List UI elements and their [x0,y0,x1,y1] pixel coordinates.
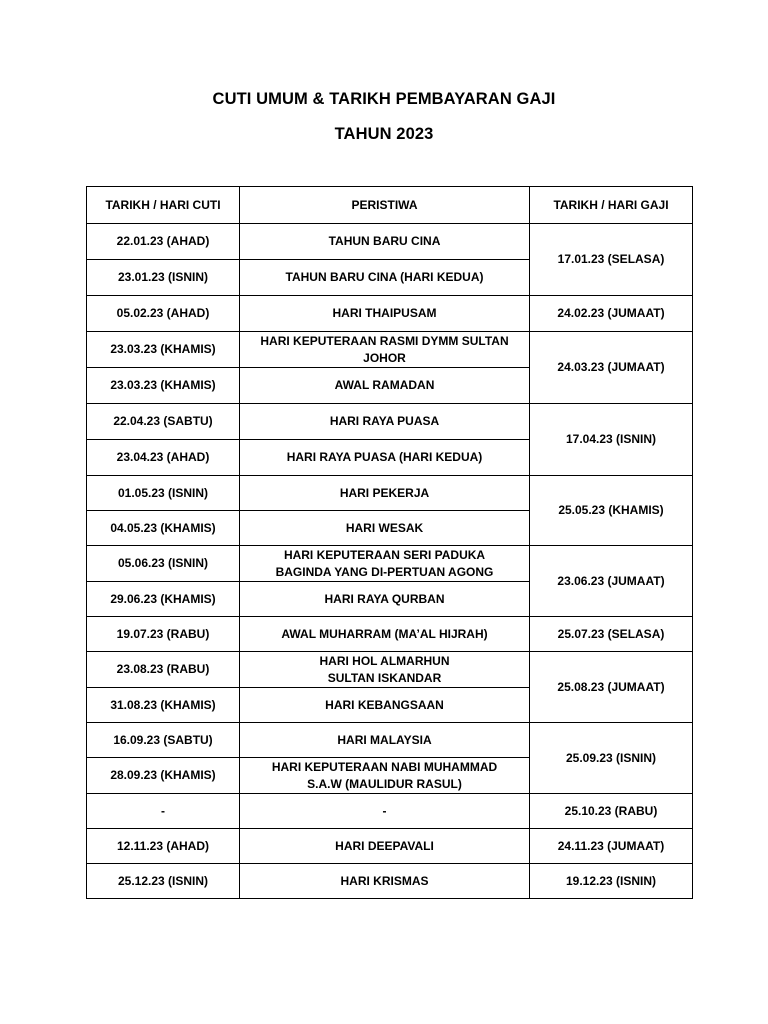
pay-date-cell: 25.07.23 (SELASA) [530,617,693,652]
holiday-date-cell: 04.05.23 (KHAMIS) [87,511,240,546]
event-cell: HARI DEEPAVALI [240,829,530,864]
event-cell [240,332,530,368]
pay-date-cell: 17.01.23 (SELASA) [530,224,693,296]
event-cell [240,546,530,582]
event-line: SULTAN ISKANDAR [327,670,442,685]
pay-date-cell: 25.08.23 (JUMAAT) [530,652,693,723]
table-row [87,794,693,829]
document-subtitle: TAHUN 2023 [334,125,434,143]
holiday-date-cell: 16.09.23 (SABTU) [87,723,240,758]
pay-date-cell: 24.02.23 (JUMAAT) [530,296,693,332]
holiday-date-cell: 23.03.23 (KHAMIS) [87,332,240,368]
event-cell: HARI RAYA PUASA [240,404,530,440]
holiday-date-cell: 29.06.23 (KHAMIS) [87,582,240,617]
event-cell: HARI THAIPUSAM [240,296,530,332]
holiday-date-cell: 25.12.23 (ISNIN) [87,864,240,899]
header-pay-date: TARIKH / HARI GAJI [530,187,693,224]
holiday-date-cell: 23.08.23 (RABU) [87,652,240,688]
table-row [87,829,693,864]
table-row [87,296,693,332]
holiday-date-cell: 05.02.23 (AHAD) [87,296,240,332]
event-line: HARI KEPUTERAAN NABI MUHAMMAD [271,759,498,774]
event-cell: AWAL MUHARRAM (MA’AL HIJRAH) [240,617,530,652]
holiday-date-cell: 05.06.23 (ISNIN) [87,546,240,582]
event-line: HARI HOL ALMARHUN [319,653,450,668]
header-holiday-date: TARIKH / HARI CUTI [87,187,240,224]
table-row [87,332,693,368]
event-line: HARI KEPUTERAAN SERI PADUKA [283,547,486,562]
table-header-row [87,187,693,224]
event-cell: HARI RAYA QURBAN [240,582,530,617]
header-event: PERISTIWA [240,187,530,224]
holiday-date-cell: 23.03.23 (KHAMIS) [87,368,240,404]
table-row [87,652,693,688]
table-row [87,617,693,652]
holiday-date-cell: 31.08.23 (KHAMIS) [87,688,240,723]
pay-date-cell: 23.06.23 (JUMAAT) [530,546,693,617]
pay-date-cell: 25.10.23 (RABU) [530,794,693,829]
pay-date-cell: 24.11.23 (JUMAAT) [530,829,693,864]
holiday-date-cell: 12.11.23 (AHAD) [87,829,240,864]
table-row [87,224,693,260]
holiday-date-cell: 23.01.23 (ISNIN) [87,260,240,296]
pay-date-cell: 17.04.23 (ISNIN) [530,404,693,476]
pay-date-cell: 25.09.23 (ISNIN) [530,723,693,794]
event-cell: HARI WESAK [240,511,530,546]
event-line: HARI KEPUTERAAN RASMI DYMM SULTAN [260,333,509,348]
holiday-date-cell: 22.04.23 (SABTU) [87,404,240,440]
holiday-date-cell: 19.07.23 (RABU) [87,617,240,652]
holiday-date-cell: 22.01.23 (AHAD) [87,224,240,260]
holiday-date-cell: 01.05.23 (ISNIN) [87,476,240,511]
event-line: S.A.W (MAULIDUR RASUL) [307,776,462,791]
event-cell: TAHUN BARU CINA (HARI KEDUA) [240,260,530,296]
event-cell: AWAL RAMADAN [240,368,530,404]
event-cell [240,758,530,794]
event-cell: HARI KEBANGSAAN [240,688,530,723]
table-row [87,404,693,440]
document-title: CUTI UMUM & TARIKH PEMBAYARAN GAJI [212,90,556,108]
table-row [87,723,693,758]
event-line: JOHOR [363,350,406,365]
table-row [87,546,693,582]
holiday-date-cell: 28.09.23 (KHAMIS) [87,758,240,794]
pay-date-cell: 19.12.23 (ISNIN) [530,864,693,899]
event-cell [240,652,530,688]
table-row [87,476,693,511]
event-line: BAGINDA YANG DI-PERTUAN AGONG [275,564,494,579]
pay-date-cell: 24.03.23 (JUMAAT) [530,332,693,404]
pay-date-cell: 25.05.23 (KHAMIS) [530,476,693,546]
event-cell: TAHUN BARU CINA [240,224,530,260]
holiday-date-cell: - [87,794,240,829]
event-cell: - [240,794,530,829]
event-cell: HARI MALAYSIA [240,723,530,758]
event-cell: HARI PEKERJA [240,476,530,511]
holiday-salary-table [86,186,693,899]
table-row [87,864,693,899]
event-cell: HARI KRISMAS [240,864,530,899]
holiday-date-cell: 23.04.23 (AHAD) [87,440,240,476]
event-cell: HARI RAYA PUASA (HARI KEDUA) [240,440,530,476]
